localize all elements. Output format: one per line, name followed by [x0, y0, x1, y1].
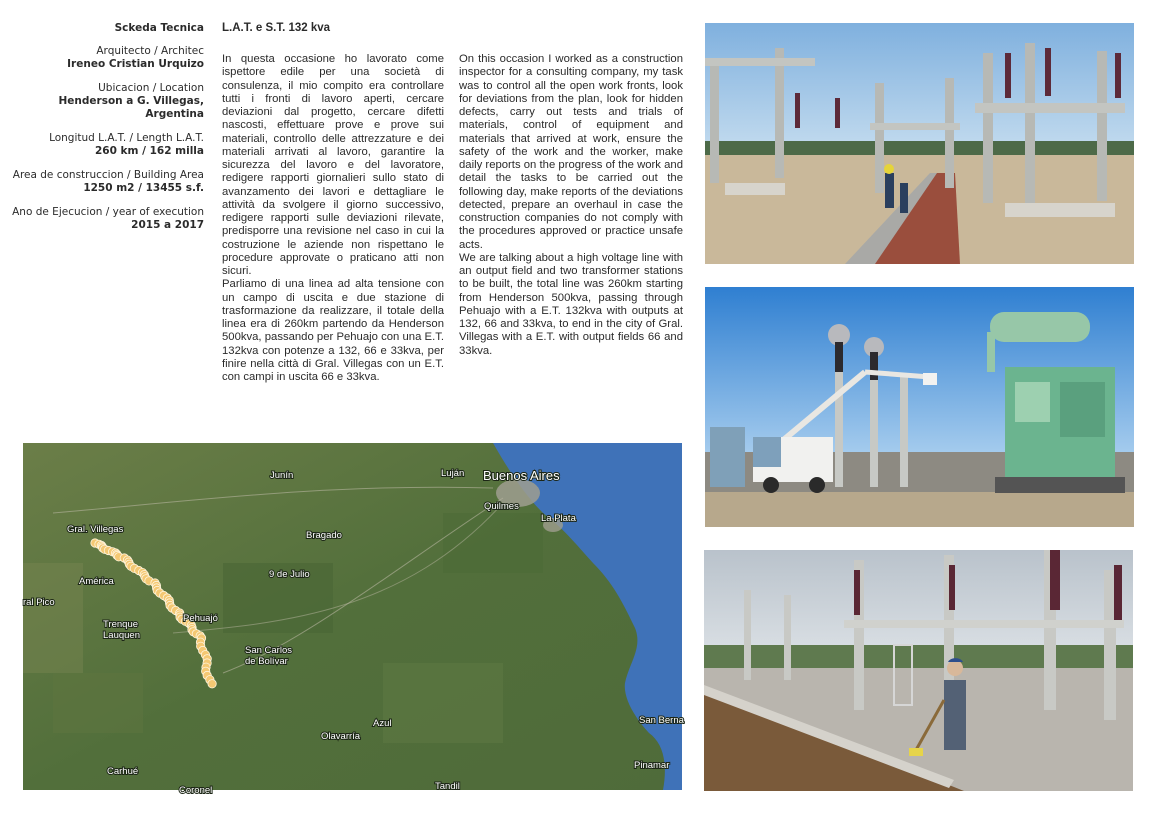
map-label-lujan: Luján: [441, 468, 465, 479]
map-label-bragado: Bragado: [306, 530, 342, 541]
map-label-carhue: Carhué: [107, 766, 139, 777]
map-label-tandil: Tandil: [435, 781, 460, 792]
map-label-junin: Junín: [270, 470, 294, 481]
map-label-america: América: [79, 576, 114, 587]
english-text: [459, 53, 683, 358]
map-label-pehuajo: Pehuajó: [183, 613, 218, 624]
route-point: [208, 680, 216, 688]
spec-year: Ano de Ejecucion / year of execution 2015 a 2017: [12, 206, 204, 231]
spec-length: Longitud L.A.T. / Length L.A.T. 260 km / 162 milla: [49, 132, 204, 157]
photo-transformer-crane: [705, 287, 1134, 527]
map-label-gral-villegas: Gral. Villegas: [67, 524, 124, 535]
map-label-pico: ral Pico: [23, 597, 55, 608]
route-map[interactable]: [23, 443, 684, 796]
map-label-quilmes: Quilmes: [484, 501, 519, 512]
photo-gravel-yard: [704, 550, 1133, 791]
map-label-buenos-aires: Buenos Aires: [483, 468, 560, 483]
english-paragraph-1: On this occasion I worked as a construction inspector for a consulting company, my task was to control all the open work fronts, look for deviations from the plan, look for hidden defects, carry out tests and trials of materials, control of equipment and materials that arrived at work, ensure the safety of the work and the worker, make daily reports on the progress of the work and detail the tasks to be carried out the following day, make reports of the deviations detected, prepare an overhaul in case the construction companies do not comply with the procedures approved or practice unsafe acts.: [459, 53, 683, 251]
satellite-map[interactable]: [23, 443, 684, 796]
spec-architect: Arquitecto / Architec Ireneo Cristian Urquizo: [67, 45, 204, 70]
substation-trench-photo-icon: [705, 23, 1134, 264]
map-label-de-bolivar: de Bolívar: [245, 656, 288, 667]
spec-area: Area de construccion / Building Area 1250 m2 / 13455 s.f.: [12, 169, 204, 194]
map-label-coronel: Coronel: [179, 785, 213, 796]
transformer-crane-photo-icon: [705, 287, 1134, 527]
map-label-san-carlos: San Carlos: [245, 645, 292, 656]
map-label-trenque: Trenque: [103, 619, 139, 630]
italian-paragraph-1: In questa occasione ho lavorato come ispettore edile per una società di consulenza, il mio compito era controllare tutti i fronti di lavoro aperti, cercare deviazioni dal progetto, cercare difetti nascosti, effettuare prove e prove sui materiali, controllo delle attrezzature e dei materiali arrivati al lavoro, garantire la sicurezza del lavoro e del lavoratore, redigere rapporti giornalieri sullo stato di avanzamento dei lavori e dettagliare le attività da svolgere il giorno successivo, redigere rapporti sulle deviazioni rilevate, predisporre una revisione nel caso in cui la costruzione le aziende non rispettano le procedure approvate o praticano atti non sicuri.: [222, 53, 444, 277]
map-label-azul: Azul: [373, 718, 392, 729]
map-label-pinamar: Pinamar: [634, 760, 670, 771]
english-paragraph-2: We are talking about a high voltage line with an output field and two transformer stations to be built, the total line was 260km starting from Henderson 500kva, passing through Pehuajo with a E.T. 132kva with outputs at 132, 66 and 33kva, to end in the city of Gral. Villegas with a E.T. with output fields 66 and 33kva.: [459, 251, 683, 357]
map-label-la-plata: La Plata: [541, 513, 576, 524]
spec-sheet: [0, 22, 204, 243]
map-label-lauquen: Lauquen: [103, 630, 140, 641]
spec-location: Ubicacion / Location Henderson a G. Villegas, Argentina: [58, 82, 204, 120]
italian-paragraph-2: Parliamo di una linea ad alta tensione con un campo di uscita e due stazione di trasformazione da realizzare, il totale della linea era di 260km partendo da Henderson 500kva, passando per Pehuajo con una E.T. 132kva con potenze a 132, 66 e 33kva, per finire nella città di Gral. Villegas con un E.T. con campi in uscita 66 e 33kva.: [222, 278, 444, 383]
project-title: L.A.T. e S.T. 132 kva: [222, 22, 331, 34]
spec-heading: Sckeda Tecnica: [114, 22, 204, 34]
gravel-yard-photo-icon: [704, 550, 1133, 791]
map-label-olavarria: Olavarría: [321, 731, 361, 742]
photo-cable-trench: [705, 23, 1134, 264]
map-label-9-de-julio: 9 de Julio: [269, 569, 310, 580]
italian-text: [222, 53, 444, 384]
map-label-san-bernardo: San Berna: [639, 715, 684, 726]
